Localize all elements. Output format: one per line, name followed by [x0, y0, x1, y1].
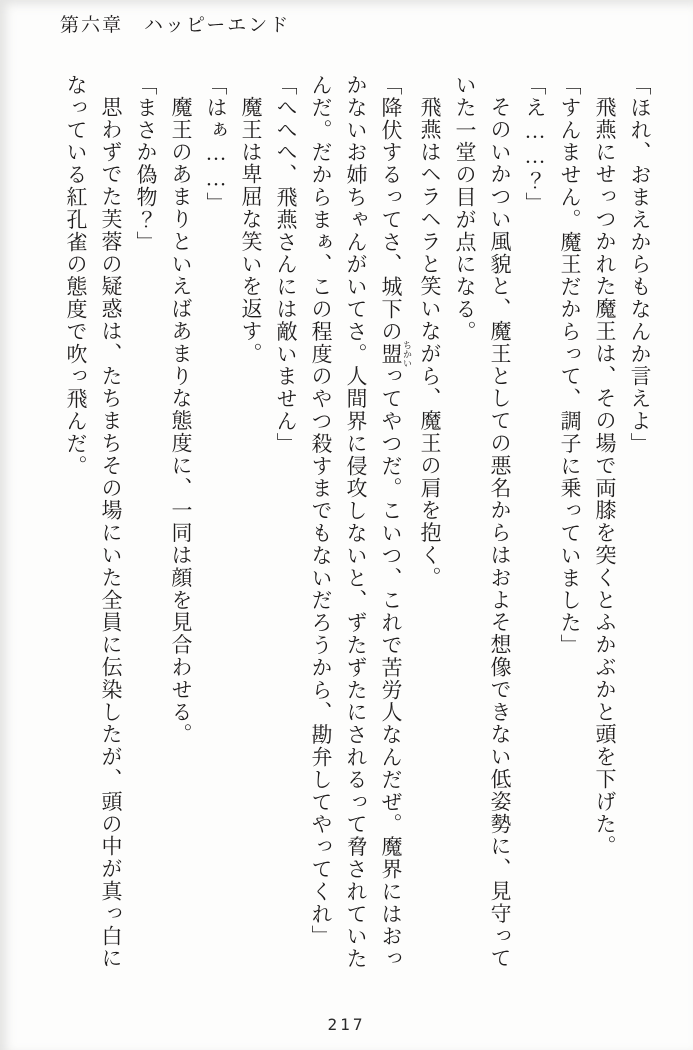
page-number: 217: [327, 1015, 366, 1034]
text-line-14: 魔王のあまりといえばあまりな態度に、一同は顔を見合わせる。: [169, 96, 193, 746]
text-line-9: かないお姉ちゃんがいてさ。人間界に侵攻しないと、ずたずたにされるって脅されていた: [344, 74, 368, 970]
text-line-5: そのいかつい風貌と、魔王としての悪名からはおよそ想像できない低姿勢に、見守って: [488, 96, 512, 970]
text-line-1: 「ほれ、おまえからもなんか言えよ」: [628, 74, 652, 455]
text-line-11: 「へへへ、飛燕さんには敵いません」: [274, 74, 298, 455]
text-line-6: いた一堂の目が点になる。: [453, 74, 477, 343]
text-line-15: 「まさか偽物？」: [134, 74, 158, 254]
text-line-16: 思わずでた芙蓉の疑惑は、たちまちその場にいた全員に伝染したが、頭の中が真っ白に: [99, 96, 123, 970]
text-line-7: 飛燕はヘラヘラと笑いながら、魔王の肩を抱く。: [418, 96, 442, 589]
text-line-12: 魔王は卑屈な笑いを返す。: [239, 96, 263, 365]
text-line-10: んだ。だからまぁ、この程度のやつ殺すまでもないだろうから、勘弁してやってくれ」: [309, 74, 333, 948]
text-line-3: 「すんません。魔王だからって、調子に乗っていました」: [558, 74, 582, 657]
text-line-4: 「え……？」: [523, 74, 547, 215]
text-line-13: 「はぁ……」: [204, 74, 228, 215]
text-body: [58, 74, 657, 986]
text-line-2: 飛燕にせっつかれた魔王は、その場で両膝を突くとふかぶかと頭を下げた。: [593, 96, 617, 858]
text-line-17: なっている紅孔雀の態度で吹っ飛んだ。: [64, 74, 88, 478]
text-line-8: 「降伏するってさ、城下の盟 ちかいってやつだ。こいつ、これで苦労人なんだぜ。魔界にはおっ: [379, 74, 412, 971]
chapter-header: 第六章 ハッピーエンド: [60, 15, 291, 36]
